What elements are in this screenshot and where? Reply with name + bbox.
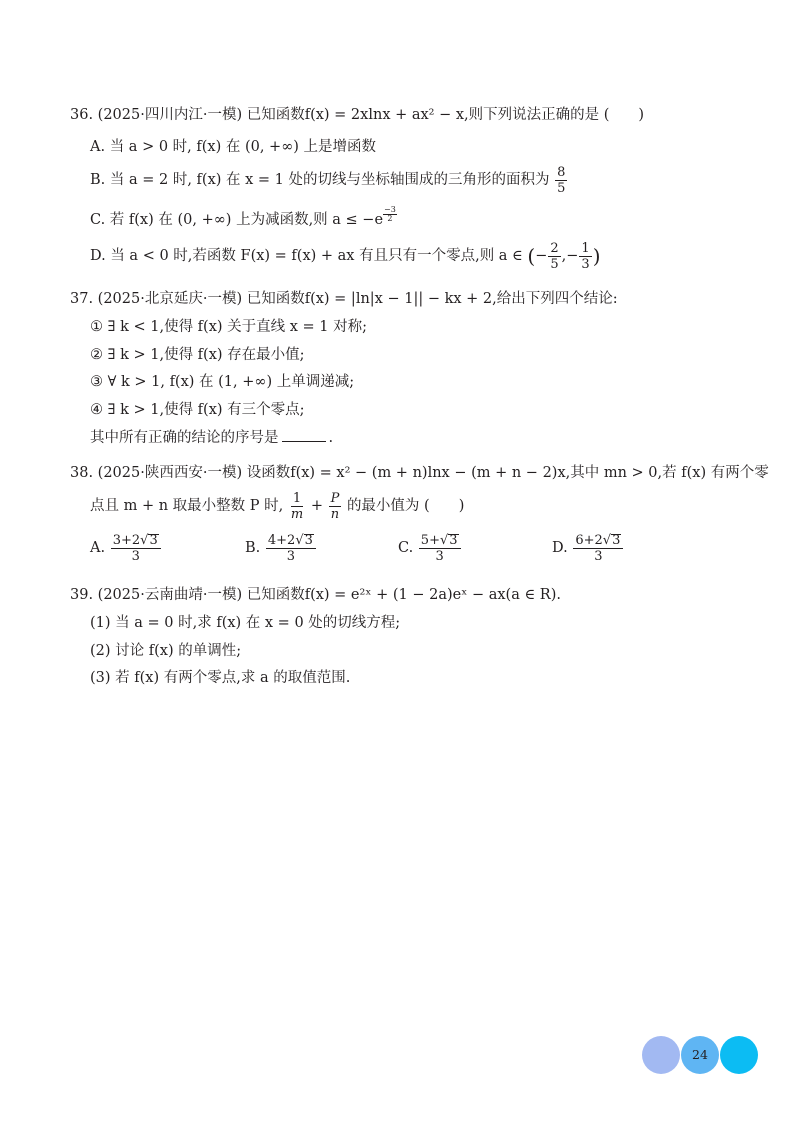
interval-right-fraction bbox=[579, 241, 591, 272]
q38-option-a-fraction bbox=[111, 533, 161, 564]
fraction-denominator: 3 bbox=[286, 548, 296, 564]
fraction-numerator: 8 bbox=[557, 164, 566, 180]
fraction-denominator: 3 bbox=[131, 548, 140, 564]
q36-option-d: D. 当 a < 0 时,若函数 F(x) = f(x) + ax 有且只有一个零点,则 a ∈ (− $\frac{2}{5}$ ,− $\frac{1}{3}$ ) bbox=[90, 240, 601, 272]
q37-item-1: ① ∃ k < 1,使得 f(x) 关于直线 x = 1 对称; bbox=[90, 319, 368, 335]
q39-part-1: (1) 当 a = 0 时,求 f(x) 在 x = 0 处的切线方程; bbox=[90, 615, 401, 631]
q38-option-c-label: C. bbox=[398, 540, 414, 556]
q36-option-a bbox=[90, 136, 376, 158]
decorative-circle-right bbox=[720, 1036, 758, 1074]
q38-option-c-fraction bbox=[419, 533, 461, 564]
q37-closing-period: . bbox=[328, 430, 334, 446]
plus-sign: + bbox=[310, 498, 323, 514]
answer-blank bbox=[282, 427, 326, 442]
q38-option-c bbox=[398, 530, 462, 566]
q36-option-d-label: D. bbox=[90, 248, 106, 264]
q36-option-a-label: A. bbox=[90, 139, 106, 155]
q39-part-3: (3) 若 f(x) 有两个零点,求 a 的取值范围. bbox=[90, 670, 351, 686]
exponent-numerator: −3 bbox=[384, 205, 396, 214]
q37-item-3: ③ ∀ k > 1, f(x) 在 (1, +∞) 上单调递减; bbox=[90, 374, 355, 390]
q38-option-b-label: B. bbox=[245, 540, 261, 556]
fraction-numerator: 2 bbox=[550, 240, 559, 256]
q38-fraction-1-over-m bbox=[289, 491, 305, 522]
q36-option-a-text: 当 a > 0 时, f(x) 在 (0, +∞) 上是增函数 bbox=[109, 139, 377, 155]
q38-option-b-fraction bbox=[266, 533, 316, 564]
q38-option-a-label: A. bbox=[90, 540, 106, 556]
exponent-denominator: 2 bbox=[387, 214, 393, 223]
q39-stem: 39. (2025·云南曲靖·一模) 已知函数f(x) = e²ˣ + (1 − 2a)eˣ − ax(a ∈ R). bbox=[70, 587, 561, 603]
q37-item-4: ④ ∃ k > 1,使得 f(x) 有三个零点; bbox=[90, 402, 305, 418]
q36-option-c-label: C. bbox=[90, 212, 106, 228]
fraction-denominator: n bbox=[330, 506, 340, 522]
q37-closing-text: 其中所有正确的结论的序号是 bbox=[90, 430, 279, 446]
q37-stem: 37. (2025·北京延庆·一模) 已知函数f(x) = |ln|x − 1|| − kx + 2,给出下列四个结论: bbox=[70, 291, 618, 307]
fraction-numerator: 5+√3 bbox=[419, 533, 461, 549]
fraction-denominator: 5 bbox=[550, 256, 559, 272]
q36-option-c-exponent bbox=[383, 206, 397, 223]
q36-option-b bbox=[90, 162, 568, 198]
q37-closing bbox=[90, 427, 333, 449]
page-number-badge bbox=[642, 1036, 760, 1074]
fraction-denominator: 5 bbox=[557, 180, 566, 196]
q38-stem-line1: 38. (2025·陕西西安·一模) 设函数f(x) = x² − (m + n)lnx − (m + n − 2)x,其中 mn > 0,若 f(x) 有两个零 bbox=[70, 465, 769, 481]
fraction-numerator: 1 bbox=[581, 240, 590, 256]
q38-option-b bbox=[245, 530, 317, 566]
fraction-numerator: 1 bbox=[292, 490, 302, 506]
q38-stem-line2 bbox=[90, 488, 464, 524]
fraction-denominator: 3 bbox=[594, 548, 603, 564]
q36-option-c bbox=[90, 206, 397, 231]
q36-option-b-fraction bbox=[555, 165, 567, 196]
q36-option-d-text: 当 a < 0 时,若函数 F(x) = f(x) + ax 有且只有一个零点,则 a ∈ bbox=[110, 248, 523, 264]
q38-stem-line2-b: 的最小值为 ( ) bbox=[346, 498, 465, 514]
interval-left-fraction bbox=[548, 241, 560, 272]
fraction-denominator: m bbox=[290, 506, 304, 522]
q38-stem-line2-a: 点且 m + n 取最小整数 P 时, bbox=[90, 498, 284, 514]
fraction-numerator: 3+2√3 bbox=[111, 533, 161, 549]
q38-fraction-p-over-n bbox=[329, 491, 342, 522]
q38-option-d-fraction bbox=[573, 533, 623, 564]
q38-option-d-label: D. bbox=[552, 540, 568, 556]
q37-item-2: ② ∃ k > 1,使得 f(x) 存在最小值; bbox=[90, 347, 305, 363]
q36-stem: 36. (2025·四川内江·一模) 已知函数f(x) = 2xlnx + ax² − x,则下列说法正确的是 ( ) bbox=[70, 107, 645, 123]
q36-option-b-text: 当 a = 2 时, f(x) 在 x = 1 处的切线与坐标轴围成的三角形的面积为 bbox=[109, 172, 550, 188]
q36-option-b-label: B. bbox=[90, 172, 106, 188]
q38-option-d bbox=[552, 530, 624, 566]
fraction-numerator: 6+2√3 bbox=[573, 533, 623, 549]
decorative-circle-left bbox=[642, 1036, 680, 1074]
fraction-numerator: P bbox=[330, 490, 340, 506]
q38-option-a bbox=[90, 530, 162, 566]
fraction-numerator: 4+2√3 bbox=[266, 533, 316, 549]
interval-open-paren: ( bbox=[527, 244, 536, 268]
fraction-denominator: 3 bbox=[435, 548, 444, 564]
q36-option-c-text: 若 f(x) 在 (0, +∞) 上为减函数,则 a ≤ −e bbox=[109, 212, 384, 228]
interval-close-paren: ) bbox=[592, 244, 601, 268]
page-number: 24 bbox=[692, 1047, 708, 1062]
fraction-denominator: 3 bbox=[581, 256, 590, 272]
q39-part-2: (2) 讨论 f(x) 的单调性; bbox=[90, 643, 242, 659]
